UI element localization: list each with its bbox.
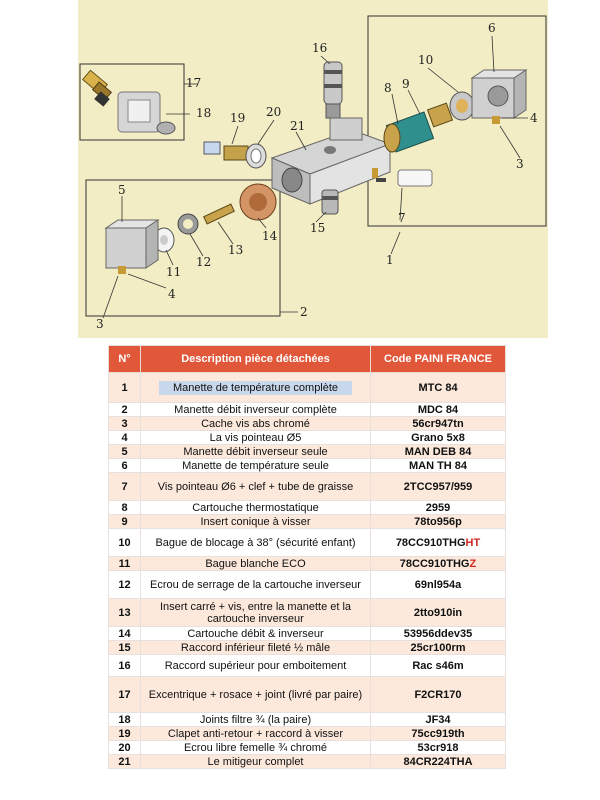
label-7: 7 <box>398 211 406 225</box>
row-number: 10 <box>109 529 141 557</box>
parts-table <box>108 345 506 769</box>
row-number: 3 <box>109 417 141 431</box>
table-row <box>109 373 506 403</box>
row-number: 1 <box>109 373 141 403</box>
header-code: Code PAINI FRANCE <box>371 346 506 373</box>
label-13: 13 <box>228 243 244 257</box>
label-4-right: 4 <box>530 111 538 125</box>
exploded-view-diagram <box>0 0 600 340</box>
row-number: 15 <box>109 641 141 655</box>
row-description: Manette de température seule <box>141 459 371 473</box>
row-description: Clapet anti-retour + raccord à visser <box>141 727 371 741</box>
row-code: Rac s46m <box>371 655 506 677</box>
label-1: 1 <box>386 253 394 267</box>
row-number: 4 <box>109 431 141 445</box>
row-number: 13 <box>109 599 141 627</box>
label-4-left: 4 <box>168 287 176 301</box>
row-code: MTC 84 <box>371 373 506 403</box>
row-number: 7 <box>109 473 141 501</box>
lower-connector-part <box>322 190 338 214</box>
table-row <box>109 529 506 557</box>
row-description: Cartouche thermostatique <box>141 501 371 515</box>
row-description: Manette débit inverseur seule <box>141 445 371 459</box>
upper-connector-part <box>324 62 342 118</box>
row-code: JF34 <box>371 713 506 727</box>
row-number: 8 <box>109 501 141 515</box>
row-code: MAN TH 84 <box>371 459 506 473</box>
row-description: Joints filtre ¾ (la paire) <box>141 713 371 727</box>
row-code: F2CR170 <box>371 677 506 713</box>
row-description: Raccord inférieur fileté ½ mâle <box>141 641 371 655</box>
row-code <box>371 529 506 557</box>
row-description: Cache vis abs chromé <box>141 417 371 431</box>
label-11: 11 <box>166 265 182 279</box>
table-row <box>109 713 506 727</box>
label-16: 16 <box>312 41 328 55</box>
code-suffix: HT <box>465 536 481 549</box>
label-14: 14 <box>262 229 278 243</box>
row-code <box>371 557 506 571</box>
row-description: Bague de blocage à 38° (sécurité enfant) <box>141 529 371 557</box>
row-number: 6 <box>109 459 141 473</box>
row-description: Insert conique à visser <box>141 515 371 529</box>
row-code: 25cr100rm <box>371 641 506 655</box>
table-row <box>109 677 506 713</box>
label-3-right: 3 <box>516 157 524 171</box>
label-21: 21 <box>290 119 306 133</box>
label-10: 10 <box>418 53 434 67</box>
table-row <box>109 445 506 459</box>
table-row <box>109 571 506 599</box>
row-description: Manette débit inverseur complète <box>141 403 371 417</box>
table-row <box>109 459 506 473</box>
row-description: Excentrique + rosace + joint (livré par paire) <box>141 677 371 713</box>
label-6: 6 <box>488 21 496 35</box>
code-suffix: Z <box>469 557 477 570</box>
row-description: Raccord supérieur pour emboitement <box>141 655 371 677</box>
label-2: 2 <box>300 305 308 319</box>
row-description: La vis pointeau Ø5 <box>141 431 371 445</box>
row-number: 17 <box>109 677 141 713</box>
table-row <box>109 755 506 769</box>
row-code: MAN DEB 84 <box>371 445 506 459</box>
label-9: 9 <box>402 77 410 91</box>
label-5: 5 <box>118 183 126 197</box>
blocking-ring-part <box>450 92 474 120</box>
header-number: N° <box>109 346 141 373</box>
row-number: 19 <box>109 727 141 741</box>
row-number: 12 <box>109 571 141 599</box>
table-row <box>109 655 506 677</box>
row-description: Cartouche débit & inverseur <box>141 627 371 641</box>
row-description: Le mitigeur complet <box>141 755 371 769</box>
temp-knob-part <box>472 70 526 124</box>
row-code: 56cr947tn <box>371 417 506 431</box>
label-20: 20 <box>266 105 282 119</box>
row-number: 11 <box>109 557 141 571</box>
inverter-cartridge-part <box>240 184 276 220</box>
label-19: 19 <box>230 111 246 125</box>
row-number: 20 <box>109 741 141 755</box>
highlighted-description: Manette de température complète <box>159 381 352 395</box>
row-code: 75cc919th <box>371 727 506 741</box>
code-base: 78CC910THG <box>395 536 466 549</box>
table-row <box>109 403 506 417</box>
label-3-left: 3 <box>96 317 104 331</box>
row-code: MDC 84 <box>371 403 506 417</box>
table-row <box>109 627 506 641</box>
table-row <box>109 599 506 627</box>
table-header-row <box>109 346 506 373</box>
table-row <box>109 515 506 529</box>
row-description: Ecrou de serrage de la cartouche inverseur <box>141 571 371 599</box>
code-base: 78CC910THG <box>399 557 470 570</box>
table-row <box>109 741 506 755</box>
row-code: 2tto910in <box>371 599 506 627</box>
row-code: 2959 <box>371 501 506 515</box>
row-code: 69nl954a <box>371 571 506 599</box>
row-number: 14 <box>109 627 141 641</box>
row-description: Ecrou libre femelle ¾ chromé <box>141 741 371 755</box>
nut-cartridge-part <box>178 214 198 234</box>
nut-part <box>246 144 266 168</box>
row-code: 2TCC957/959 <box>371 473 506 501</box>
row-number: 2 <box>109 403 141 417</box>
row-description: Vis pointeau Ø6 + clef + tube de graisse <box>141 473 371 501</box>
row-description: Insert carré + vis, entre la manette et la cartouche inverseur <box>141 599 371 627</box>
row-number: 9 <box>109 515 141 529</box>
label-8: 8 <box>384 81 392 95</box>
table-row <box>109 641 506 655</box>
table-row <box>109 431 506 445</box>
table-row <box>109 501 506 515</box>
header-description: Description pièce détachées <box>141 346 371 373</box>
row-code: 78to956p <box>371 515 506 529</box>
row-number: 18 <box>109 713 141 727</box>
table-row <box>109 473 506 501</box>
table-row <box>109 727 506 741</box>
row-number: 21 <box>109 755 141 769</box>
label-15: 15 <box>310 221 326 235</box>
label-18: 18 <box>196 106 212 120</box>
table-row <box>109 417 506 431</box>
label-17: 17 <box>186 76 202 90</box>
row-number: 16 <box>109 655 141 677</box>
row-description: Bague blanche ECO <box>141 557 371 571</box>
row-code: 84CR224THA <box>371 755 506 769</box>
row-number: 5 <box>109 445 141 459</box>
row-code: 53cr918 <box>371 741 506 755</box>
row-description <box>141 373 371 403</box>
row-code: 53956ddev35 <box>371 627 506 641</box>
row-code: Grano 5x8 <box>371 431 506 445</box>
table-row <box>109 557 506 571</box>
label-12: 12 <box>196 255 212 269</box>
